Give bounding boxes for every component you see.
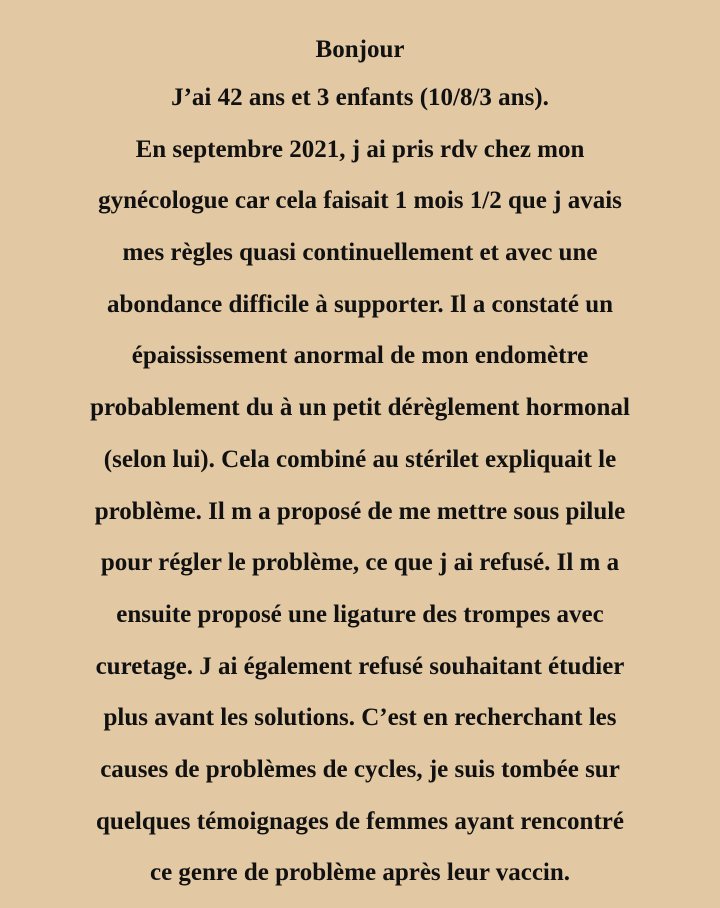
text-line: ensuite proposé une ligature des trompes avec <box>116 600 604 628</box>
text-line: abondance difficile à supporter. Il a constaté un <box>106 290 614 318</box>
text-line: (selon lui). Cela combiné au stérilet expliquait le <box>103 445 617 473</box>
text-line: mes règles quasi continuellement et avec une <box>122 239 598 267</box>
text-line: En septembre 2021, j ai pris rdv chez mon <box>135 135 585 163</box>
text-line: probablement du à un petit dérèglement hormonal <box>90 394 630 422</box>
greeting-line: Bonjour <box>315 36 405 63</box>
text-line: causes de problèmes de cycles, je suis tombée sur <box>100 755 620 783</box>
text-line: gynécologue car cela faisait 1 mois 1/2 que j avais <box>98 187 622 215</box>
text-line: plus avant les solutions. C’est en recherchant les <box>103 704 617 732</box>
text-line: ce genre de problème après leur vaccin. <box>149 859 571 887</box>
text-line: épaississement anormal de mon endomètre <box>131 342 589 370</box>
text-line: quelques témoignages de femmes ayant rencontré <box>96 807 624 835</box>
text-line: problème. Il m a proposé de me mettre sous pilule <box>94 497 626 525</box>
text-line: curetage. J ai également refusé souhaitant étudier <box>95 652 625 680</box>
text-line: pour régler le problème, ce que j ai refusé. Il m a <box>100 549 620 577</box>
text-line: J’ai 42 ans et 3 enfants (10/8/3 ans). <box>171 84 549 111</box>
